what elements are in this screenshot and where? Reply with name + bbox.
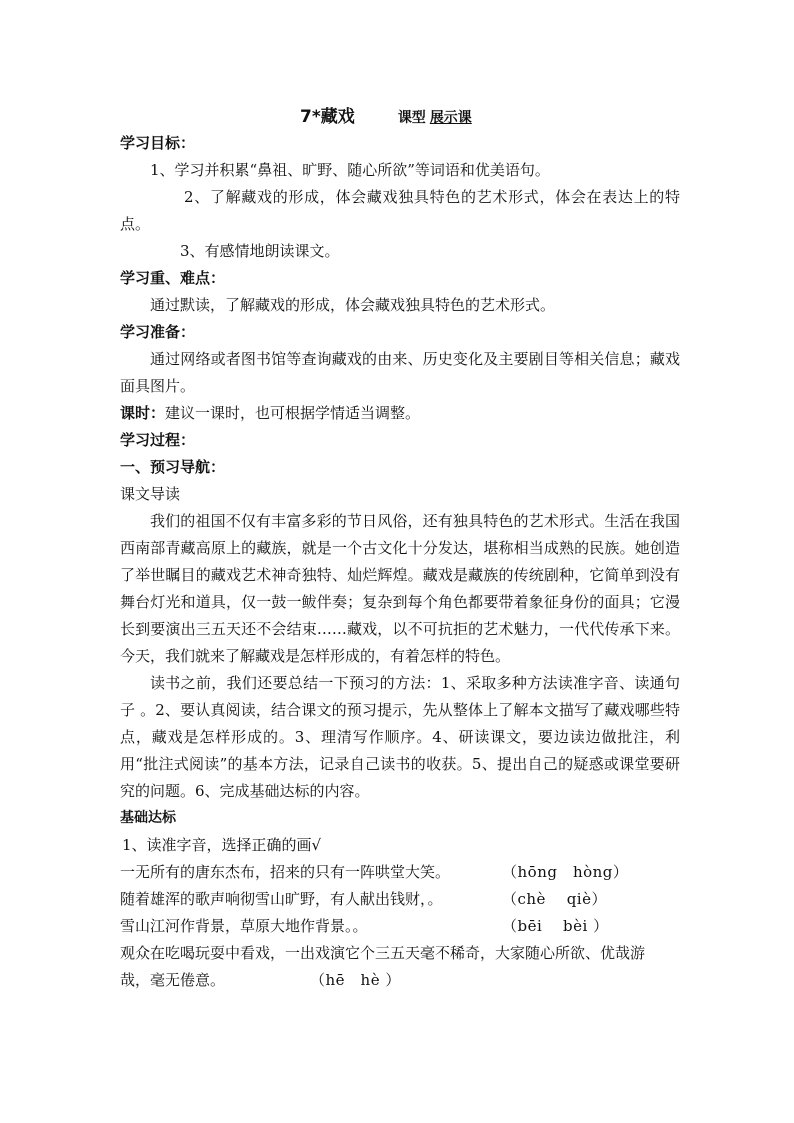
pinyin-question-text: 一无所有的唐东杰布，招来的只有一阵哄堂大笑。 bbox=[120, 863, 451, 881]
preparation-heading: 学习准备： bbox=[120, 323, 196, 341]
pinyin-options[interactable]: （hōng hòng） bbox=[502, 863, 629, 881]
objective-item: 2、了解藏戏的形成，体会藏戏独具特色的艺术形式，体会在表达上的特点。 bbox=[120, 188, 680, 233]
objectives-heading: 学习目标： bbox=[120, 134, 196, 152]
lesson-type-label: 课型 bbox=[397, 110, 426, 126]
lesson-type-value: 展示课 bbox=[429, 110, 472, 126]
class-hours bbox=[120, 400, 680, 427]
guide-paragraph: 我们的祖国不仅有丰富多彩的节日风俗，还有独具特色的艺术形式。生活在我国西南部青藏高原上的藏族，就是一个古文化十分发达，堪称相当成熟的民族。她创造了举世瞩目的藏戏艺术神奇独特、灿烂辉煌。藏戏是藏族的传统剧种，它简单到没有舞台灯光和道具，仅一鼓一鲅伴奏；复杂到每个角色都要带着象征身份的面具；它漫长到要演出三五天还不会结束……藏戏，以不可抗拒的艺术魅力，一代代传承下来。今天，我们就来了解藏戏是怎样形成的，有着怎样的特色。 bbox=[120, 512, 680, 665]
pinyin-question-row bbox=[120, 913, 680, 940]
objective-item: 1、学习并积累“鼻祖、旷野、随心所欲”等词语和优美语句。 bbox=[150, 161, 550, 179]
pinyin-question-text: 雪山江河作背景，草原大地作背景。。 bbox=[120, 917, 368, 935]
pinyin-question-row bbox=[120, 859, 680, 886]
key-points-text: 通过默读，了解藏戏的形成，体会藏戏独具特色的艺术形式。 bbox=[150, 296, 556, 314]
basics-heading: 基础达标 bbox=[120, 810, 176, 826]
lesson-title: 7*藏戏 bbox=[300, 107, 355, 127]
preparation-text: 通过网络或者图书馆等查询藏戏的由来、历史变化及主要剧目等相关信息；藏戏面具图片。 bbox=[120, 350, 680, 395]
process-heading: 学习过程： bbox=[120, 431, 196, 449]
pinyin-question-row bbox=[120, 967, 680, 994]
pinyin-question-text: 哉，毫无倦意。 bbox=[120, 971, 226, 989]
guide-title: 课文导读 bbox=[120, 485, 181, 503]
preview-heading: 一、预习导航： bbox=[120, 458, 226, 476]
class-hours-label: 课时： bbox=[120, 404, 166, 422]
lesson-type bbox=[398, 110, 472, 126]
objective-item: 3、有感情地朗读课文。 bbox=[180, 242, 340, 260]
pinyin-options[interactable]: （bēi bèi ） bbox=[502, 917, 609, 935]
pinyin-question-text: 随着雄浑的歌声响彻雪山旷野，有人献出钱财，。 bbox=[120, 890, 443, 908]
pinyin-options[interactable]: （hē hè ） bbox=[310, 971, 401, 989]
key-points-heading: 学习重、难点： bbox=[120, 269, 226, 287]
method-paragraph: 读书之前，我们还要总结一下预习的方法：1、采取多种方法读准字音、读通句子 。2、要认真阅读，结合课文的预习提示，先从整体上了解本文描写了藏戏哪些特点，藏戏是怎样形成的。3、理清写作顺序。4、研读课文，要边读边做批注，利用“批注式阅读”的基本方法，记录自己读书的收获。5、提出自己的疑惑或课堂要研究的问题。6、完成基础达标的内容。 bbox=[120, 674, 680, 800]
class-hours-text: 建议一课时，也可根据学情适当调整。 bbox=[165, 404, 421, 422]
question-1-title: 1、读准字音，选择正确的画√ bbox=[122, 836, 322, 854]
pinyin-options[interactable]: （chè qiè） bbox=[502, 890, 607, 908]
document-body bbox=[120, 130, 680, 994]
pinyin-question-row bbox=[120, 886, 680, 913]
pinyin-question-text: 观众在吃喝玩耍中看戏，一出戏演它个三五天毫不稀奇，大家随心所欲、优哉游 bbox=[120, 944, 646, 962]
document-title bbox=[300, 102, 472, 127]
